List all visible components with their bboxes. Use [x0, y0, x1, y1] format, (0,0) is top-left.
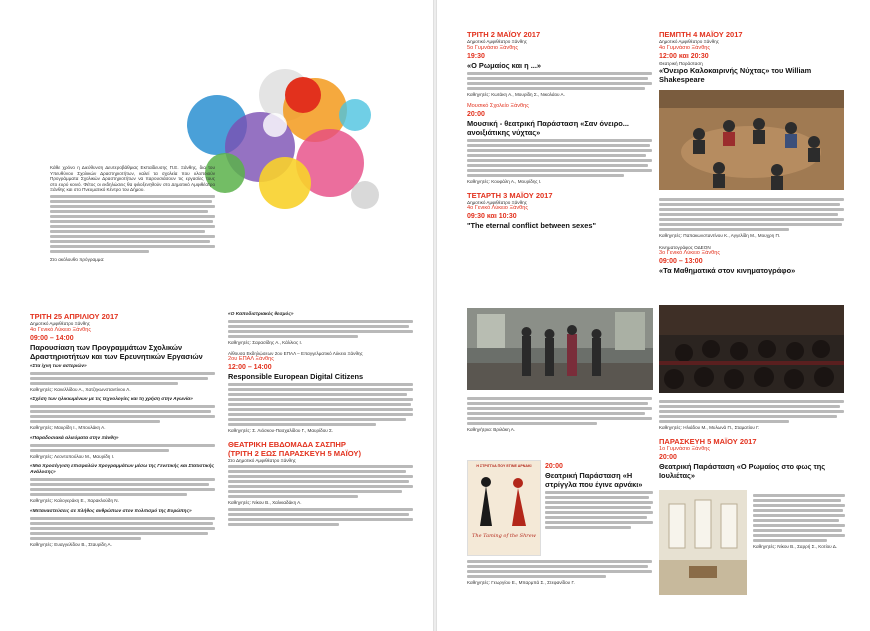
r2-e3-title: Θεατρική Παράσταση «Ο Ρωμαίος στο φως της Ιουλιέτας»	[659, 461, 826, 480]
mid-item-heading: «Ο Καποδιστριακός θεσμός»	[228, 312, 294, 317]
circle-red	[285, 77, 321, 113]
r1-e2-title: Μουσική - θεατρική Παράσταση «Σαν όνειρο... ανοιξιάτικης νύχτας»	[467, 119, 629, 138]
r1-e4-time: 20:00	[545, 463, 563, 470]
circle-lightgray	[351, 181, 379, 209]
r2-e2-time: 09:00 – 13:00	[659, 258, 703, 266]
r2-e3-lower	[753, 492, 845, 550]
photo-rehearsal	[659, 90, 844, 190]
item-credit: Καθηγητές: Ευαγγελίδου Β., Σταυρίδη Α.	[30, 541, 112, 547]
event1-item	[30, 397, 215, 431]
circle-cyan	[339, 99, 371, 131]
right-col2-lower	[659, 398, 844, 480]
r1-e3-school: 4ο Γενικό Λύκειο Ξάνθης	[467, 205, 529, 212]
r1-e2-school: Μουσικό Σχολείο Ξάνθης	[467, 103, 529, 110]
photo-hall	[659, 490, 747, 595]
r1-e1-credit: Καθηγητές: Κωτάκη Α., Μουρίδη Σ., Νικολάου Α.	[467, 91, 565, 97]
event2-venue: Αίθουσα Εκδηλώσεων 2ου ΕΠΑΛ – Επαγγελματικό Λύκειο Ξάνθης	[228, 350, 363, 356]
r1-e4-title: Θεατρική Παράσταση «Η στρίγγλα που έγινε αρνάκι»	[545, 471, 643, 489]
r1-e3-time: 09:30 και 10:30	[467, 213, 517, 221]
event1-time: 09:00 – 14:00	[30, 334, 74, 342]
r2-e2-credit: Καθηγητές: Ηλιάδου Μ., Μυλωνά Π., Σταματίου Γ.	[659, 425, 760, 430]
right-col2-mid	[659, 196, 844, 275]
r1-e1-school: 5ο Γυμνάσιο Ξάνθης	[467, 44, 519, 51]
event2-time: 12:00 – 14:00	[228, 364, 272, 372]
circle-white	[263, 113, 287, 137]
right-page	[437, 0, 870, 631]
right-col1-lower	[467, 395, 652, 433]
r2-e3-credit: Καθηγητές: Νίκου Β., Σαρρή Σ., Κοτίου Δ.	[753, 544, 838, 549]
item-credit: Καθηγητές: Λεοντοπούλου Μ., Μαυρίδη Ι.	[30, 453, 115, 459]
event1-column	[30, 312, 215, 553]
r1-e2-time: 20:00	[467, 111, 485, 119]
mid-item-credit: Καθηγητές: Σαρασίδης Α., Κάλλιος Ι.	[228, 340, 302, 345]
r1-e3-venue: Δημοτικό Αμφιθέατρο Ξάνθης	[467, 199, 527, 205]
event1-title: Παρουσίαση των Προγραμμάτων Σχολικών Δραστηριοτήτων και των Ερευνητικών Εργασιών	[30, 342, 203, 361]
item-heading: «Μεταναστεύσεις σε πλήθος ανθρώπων στον πολιτισμό της Ευρώπης»	[30, 508, 192, 514]
poster-line: Η ΣΤΡΙΓΓΛΑ ΠΟΥ ΕΓΙΝΕ ΑΡΝΑΚΙ	[476, 464, 532, 468]
photo-students-stage	[467, 308, 653, 390]
r2-e1-label: Θεατρική Παράσταση	[659, 60, 703, 66]
item-heading: «Σχέση των ηλικιωμένων με τις τεχνολογίες και τη χρήση στην Αγωνία»	[30, 397, 193, 403]
item-heading: «Στα ίχνη των αστεριών»	[30, 363, 87, 369]
circle-yellow	[259, 157, 311, 209]
r1-e3-date: ΤΕΤΑΡΤΗ 3 ΜΑΪΟΥ 2017	[467, 190, 553, 200]
r2-e3-time: 20:00	[659, 453, 677, 461]
r2-e1-venue: Δημοτικό Αμφιθέατρο Ξάνθης	[659, 39, 719, 44]
event1-item	[30, 509, 215, 548]
week-venue: Στο Δημοτικό Αμφιθέατρο Ξάνθης	[228, 457, 296, 463]
r1-e1-venue: Δημοτικό Αμφιθέατρο Ξάνθης	[467, 39, 527, 44]
r2-e1-title: «Όνειρο Καλοκαιρινής Νύχτας» του William Shakespeare	[659, 66, 812, 85]
intro-lines	[50, 195, 215, 253]
r1-e3-credit: Καθηγήτρια: Βριλάκη Α.	[467, 427, 516, 432]
r2-e1-time: 12:00 και 20:30	[659, 52, 709, 60]
week-range: (ΤΡΙΤΗ 2 ΕΩΣ ΠΑΡΑΣΚΕΥΗ 5 ΜΑΪΟΥ)	[228, 448, 361, 458]
mid-column	[228, 312, 413, 528]
r2-e3-date: ΠΑΡΑΣΚΕΥΗ 5 ΜΑΪΟΥ 2017	[659, 436, 757, 446]
item-heading: «Μια προσέγγιση επισφαλών προγραμμάτων μέσω της Γενετικής και Στατιστικής Ανάλυσης»	[30, 464, 215, 476]
event1-school: 4ο Γενικό Λύκειο Ξάνθης	[30, 326, 92, 333]
event1-item	[30, 364, 215, 393]
poster-figures	[468, 468, 540, 528]
item-credit: Καθηγητές: Μαυρίδη Ι., Μπουλάκη Α.	[30, 425, 106, 431]
r2-e2-venue: Κινηματογράφος ΟΔΕΟΝ	[659, 244, 711, 250]
r2-e1-date: ΠΕΜΠΤΗ 4 ΜΑΪΟΥ 2017	[659, 30, 743, 39]
left-page	[0, 0, 433, 631]
week-credit: Καθηγητές: Νίκου Β., Χαλκιαδάκη Α.	[228, 500, 302, 506]
r2-e1-school: 4ο Γυμνάσιο Ξάνθης	[659, 44, 711, 51]
event2-school: 2ου ΕΠΑΛ Ξάνθης	[228, 356, 274, 363]
intro-text: Κάθε χρόνο η Διεύθυνση Δευτεροβάθμιας Εκπαίδευσης Π.Ε. Ξάνθης, δια του Υπευθύνου Σχολικών Δραστηριοτήτων, καλεί τα σχολεία που υλοποιούν Προγράμματα Σχολικών Δραστηριοτήτων να παρουσιάσουν τις εργασίες τους στο ευρύ κοινό. Φέτος οι εκδηλώσεις θα φιλοξενηθούν στο Δημοτικό Αμφιθέατρο Ξάνθης και στο Πνευματικό Κέντρο του Δήμου.	[50, 165, 215, 193]
r1-e1-title: «Ο Ρωμαίος και η ...»	[467, 60, 541, 70]
poster-title: The Taming of the Shrew	[472, 533, 536, 539]
r2-e2-school: 3ο Γενικό Λύκειο Ξάνθης	[659, 250, 721, 257]
right-col2	[659, 30, 844, 84]
event2-credit: Καθηγητές: Σ. Λιόσκου-Πασχαλίδου Γ., Μαυρίδου Σ.	[228, 428, 334, 434]
right-col1	[467, 30, 652, 230]
r2-e3-school: 1ο Γυμνάσιο Ξάνθης	[659, 445, 711, 452]
r1-e4-block	[545, 462, 653, 531]
event1-venue: Δημοτικό Αμφιθέατρο Ξάνθης	[30, 321, 90, 326]
event1-date: ΤΡΙΤΗ 25 ΑΠΡΙΛΙΟΥ 2017	[30, 312, 119, 321]
item-credit: Καθηγητές: Κανελλίδου Α., Χατζηκωνσταντίνου Λ.	[30, 386, 131, 392]
r1-e2-credit: Καθηγητές: Κουφάλη Α., Μουρίδης Ι.	[467, 179, 542, 185]
r1-e4-lower	[467, 558, 652, 586]
r2-e2-title: «Τα Μαθηματικά στον κινηματογράφο»	[659, 266, 796, 276]
week-title: ΘΕΑΤΡΙΚΗ ΕΒΔΟΜΑΔΑ ΣΑΣΠΗΡ	[228, 439, 346, 449]
r2-e1-credit: Καθηγητές: Παπακωνσταντίνου Κ., Αγγελίδη Μ., Μουχρη Π.	[659, 233, 781, 238]
r1-e3-title: "The eternal conflict between sexes"	[467, 221, 596, 231]
r1-e1-date: ΤΡΙΤΗ 2 ΜΑΪΟΥ 2017	[467, 30, 541, 39]
item-heading: «Παραδοσιακά αλιεύματα στην Ξάνθη»	[30, 435, 119, 441]
r1-e4-credit: Καθηγητές: Γεωργίου Ε., Μπαρμπά Σ., Στεφανίδου Γ.	[467, 580, 575, 585]
event1-item	[30, 464, 215, 504]
event1-item	[30, 436, 215, 460]
schedule-label: Στο ακόλουθο πρόγραμμα:	[50, 256, 105, 262]
photo-cinema	[659, 305, 844, 393]
poster-taming	[467, 460, 541, 556]
intro-block	[50, 165, 215, 263]
event2-title: Responsible European Digital Citizens	[228, 372, 364, 382]
item-credit: Καθηγητές: Καλογεράκη Ε., Χαρακλούδη Ν.	[30, 498, 119, 504]
r1-e1-time: 19:30	[467, 52, 485, 60]
